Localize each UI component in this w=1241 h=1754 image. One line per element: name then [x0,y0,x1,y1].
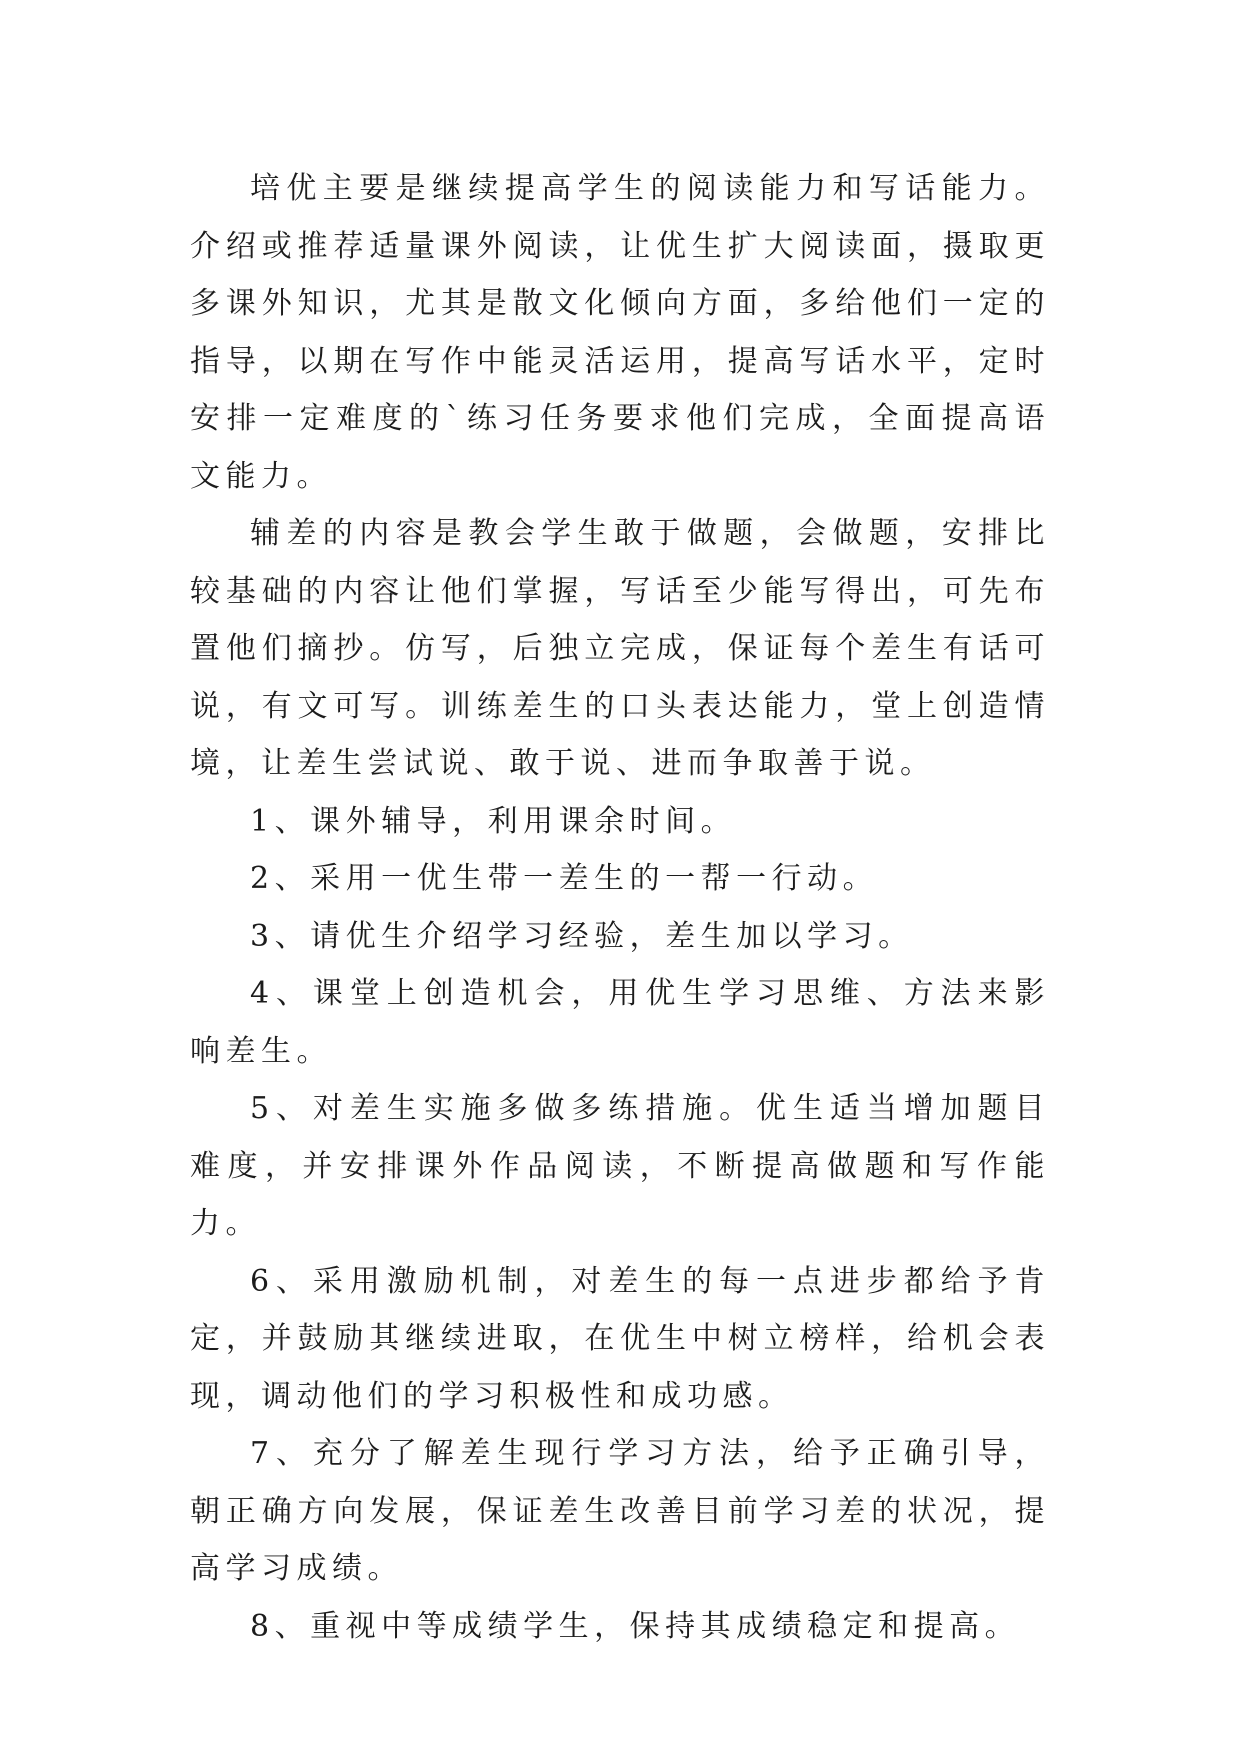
list-item-1: 1、课外辅导，利用课余时间。 [250,803,737,839]
list-item-8: 8、重视中等成绩学生，保持其成绩稳定和提高。 [250,1608,1021,1644]
list-item-3: 3、请优生介绍学习经验，差生加以学习。 [250,918,914,954]
paragraph-fucha: 辅差的内容是教会学生敢于做题，会做题，安排比较基础的内容让他们掌握，写话至少能写得出，可先布置他们摘抄。仿写，后独立完成，保证每个差生有话可说，有文可写。训练差生的口头表达能力，堂上创造情境，让差生尝试说、敢于说、进而争取善于说。 [190,516,1050,781]
list-item-6: 6、采用激励机制，对差生的每一点进步都给予肯定，并鼓励其继续进取，在优生中树立榜样，给机会表现，调动他们的学习积极性和成功感。 [190,1263,1050,1414]
paragraph-peiyou: 培优主要是继续提高学生的阅读能力和写话能力。介绍或推荐适量课外阅读，让优生扩大阅读面，摄取更多课外知识，尤其是散文化倾向方面，多给他们一定的指导，以期在写作中能灵活运用，提高写话水平，定时安排一定难度的`练习任务要求他们完成，全面提高语文能力。 [190,171,1050,494]
list-item-5: 5、对差生实施多做多练措施。优生适当增加题目难度，并安排课外作品阅读，不断提高做题和写作能力。 [190,1091,1050,1241]
list-item-2: 2、采用一优生带一差生的一帮一行动。 [250,861,879,896]
document-body [190,160,1050,1655]
list-item-4: 4、课堂上创造机会，用优生学习思维、方法来影响差生。 [190,976,1050,1069]
list-item-7: 7、充分了解差生现行学习方法，给予正确引导，朝正确方向发展，保证差生改善目前学习差的状况，提高学习成绩。 [190,1436,1050,1586]
